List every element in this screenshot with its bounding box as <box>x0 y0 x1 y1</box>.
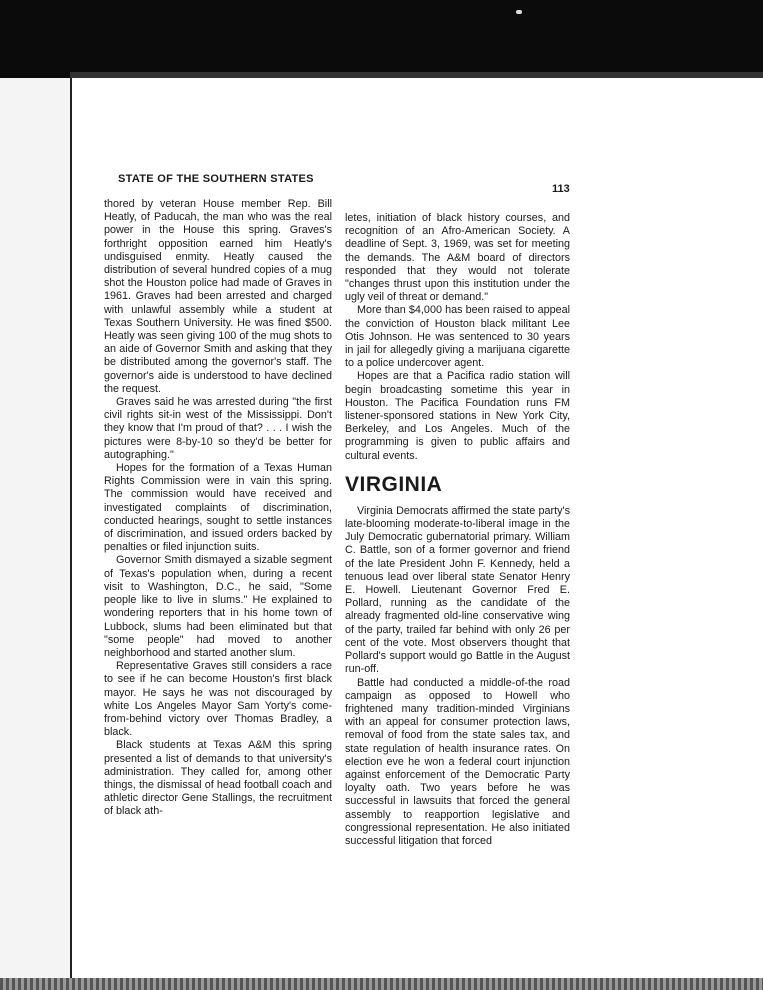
paragraph: Representative Graves still considers a race to see if he can become Houston's first black mayor. He says he was not discouraged by white Los Angeles Mayor Sam Yorty's come-from-behind victory over Thomas Bradley, a black. <box>104 660 332 739</box>
paragraph: Virginia Democrats affirmed the state party's late-blooming moderate-to-liberal image in the July Democratic gubernatorial primary. William C. Battle, son of a former governor and friend of the late President John F. Kennedy, held a tenuous lead over liberal state Senator Henry E. Howell. Lieutenant Governor Fred E. Pollard, running as the candidate of the already fragmented old-line conservative wing of the party, trailed far behind with only 26 per cent of the vote. Most observers thought that Pollard's support would go Battle in the August run-off. <box>345 504 570 676</box>
paragraph: Governor Smith dismayed a sizable segment of Texas's population when, during a recent visit to Washington, D.C., he said, "Some people like to live in slums." He explained to wondering reporters that in his home town of Lubbock, slums had been eliminated but that "some people" had moved to another neighborhood and started another slum. <box>104 554 332 659</box>
scan-shadow-top <box>0 0 763 78</box>
left-column <box>104 198 332 819</box>
paragraph: thored by veteran House member Rep. Bill Heatly, of Paducah, the man who was the real power in the House this spring. Graves's forthright opposition earned him Heatly's undisguised enmity. Heatly caused the distribution of several hundred copies of a mug shot the Houston police had made of Graves in 1961. Graves had been arrested and charged with unlawful assembly while a student at Texas Southern University. He was fined $500. Heatly was seen giving 100 of the mug shots to an aide of Governor Smith and asking that they be distributed among the governor's staff. The governor's aide is understood to have declined the request. <box>104 198 332 395</box>
paragraph: Hopes are that a Pacifica radio station will begin broadcasting sometime this year in Houston. The Pacifica Foundation runs FM listener-sponsored stations in New York City, Berkeley, and Los Angeles. Much of the programming is given to public affairs and cultural events. <box>345 370 570 462</box>
scan-edge-bottom <box>0 978 763 990</box>
paragraph: Hopes for the formation of a Texas Human Rights Commission were in vain this spring. The commission would have received and investigated complaints of discrimination, conducted hearings, sought to settle instances of discrimination, and issued orders backed by penalties or filed injunction suits. <box>104 462 332 554</box>
scan-margin-left <box>0 78 70 990</box>
page-number: 113 <box>552 183 570 195</box>
paragraph: More than $4,000 has been raised to appeal the conviction of Houston black militant Lee Otis Johnson. He was sentenced to 30 years in jail for allegedly giving a marijuana cigarette to a police undercover agent. <box>345 304 570 370</box>
scan-speck <box>516 10 522 14</box>
paragraph: letes, initiation of black history courses, and recognition of an Afro-American Society. A deadline of Sept. 3, 1969, was set for meeting the demands. The A&M board of directors responded that they would not tolerate "changes thrust upon this institution under the ugly veil of threat or demand." <box>345 212 570 304</box>
paragraph: Battle had conducted a middle-of-the road campaign as opposed to Howell who frightened many tradition-minded Virginians with an appeal for consumer protection laws, removal of food from the state sales tax, and state regulation of health insurance rates. On election eve he won a federal court injunction against enforcement of the Democratic Party loyalty oath. Two years before he was successful in lawsuits that forced the general assembly to reapportion legislative and congressional representation. He also initiated successful litigation that forced <box>345 676 570 847</box>
paragraph: Black students at Texas A&M this spring presented a list of demands to that university's administration. They called for, among other things, the dismissal of head football coach and athletic director Gene Stallings, the recruitment of black ath- <box>104 739 332 818</box>
section-heading: VIRGINIA <box>345 472 443 496</box>
page-gutter-edge <box>70 78 72 990</box>
paragraph: Graves said he was arrested during "the first civil rights sit-in west of the Mississippi. Don't they know that I'm proud of that? . . . I wish the pictures were 8-by-10 so they'd be better for autographing." <box>104 396 332 461</box>
running-head: STATE OF THE SOUTHERN STATES <box>118 173 314 185</box>
right-column <box>345 212 570 848</box>
